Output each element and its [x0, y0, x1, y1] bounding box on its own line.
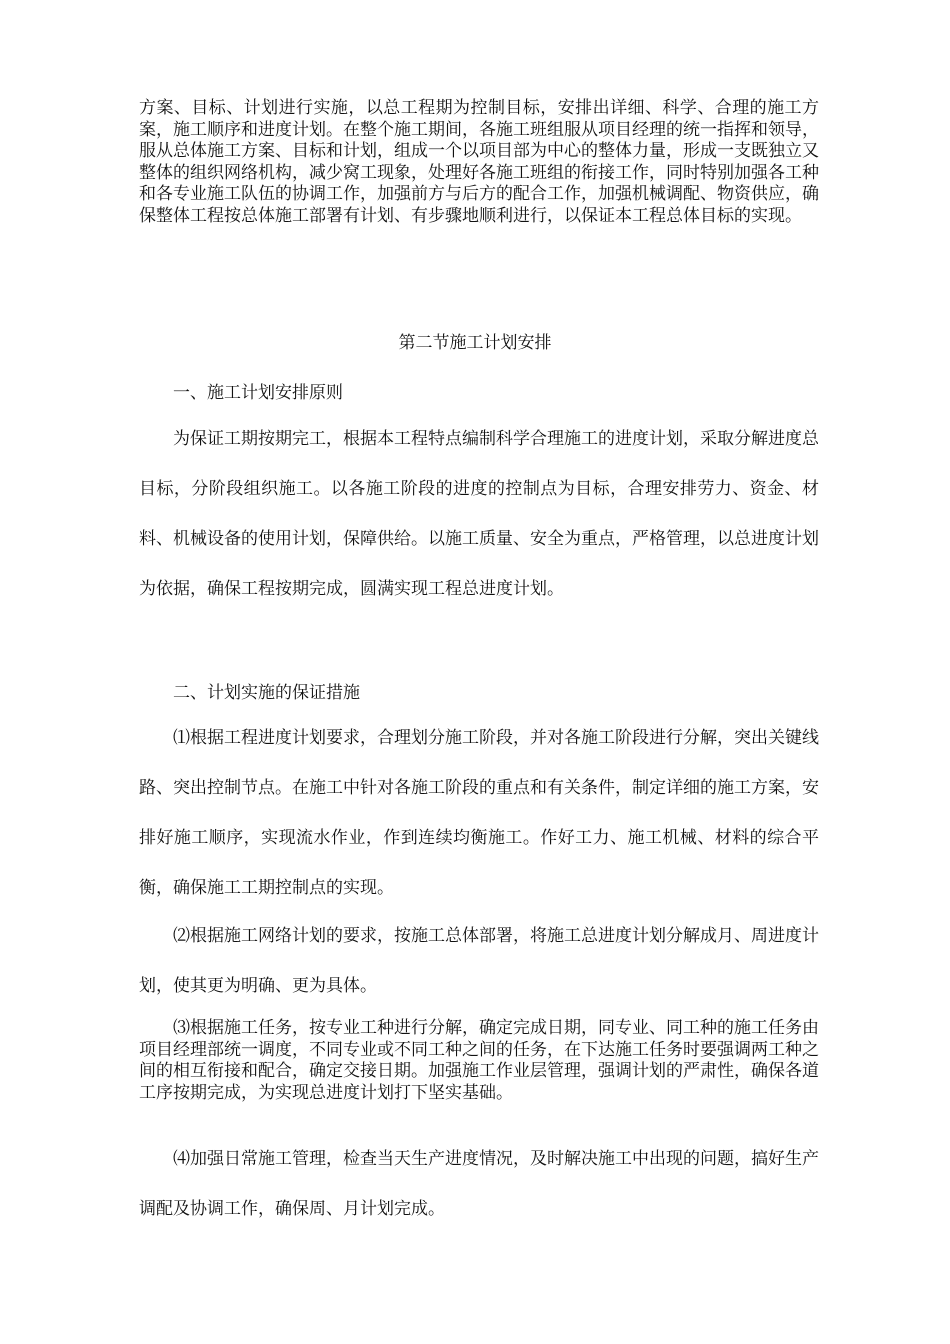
measure-2-paragraph: ⑵根据施工网络计划的要求，按施工总体部署，将施工总进度计划分解成月、周进度计划，使其更为明确、更为具体。: [139, 926, 819, 996]
intro-paragraph: 方案、目标、计划进行实施，以总工程期为控制目标，安排出详细、科学、合理的施工方案，施工顺序和进度计划。在整个施工期间，各施工班组服从项目经理的统一指挥和领导，服从总体施工方案、目标和计划，组成一个以项目部为中心的整体力量，形成一支既独立又整体的组织网络机构，减少窝工现象，处理好各施工班组的衔接工作，同时特别加强各工种和各专业施工队伍的协调工作，加强前方与后方的配合工作，加强机械调配、物资供应，确保整体工程按总体施工部署有计划、有步骤地顺利进行，以保证本工程总体目标的实现。: [139, 98, 819, 226]
section-title: 第二节施工计划安排: [398, 333, 552, 353]
measure-3-paragraph: ⑶根据施工任务，按专业工种进行分解，确定完成日期，同专业、同工种的施工任务由项目经理部统一调度，不同专业或不同工种之间的任务，在下达施工任务时要强调两工种之间的相互衔接和配合，确定交接日期。加强施工作业层管理，强调计划的严肃性，确保各道工序按期完成，为实现总进度计划打下坚实基础。: [139, 1018, 819, 1103]
part2-heading: 二、计划实施的保证措施: [173, 683, 360, 703]
measure-1-paragraph: ⑴根据工程进度计划要求，合理划分施工阶段，并对各施工阶段进行分解，突出关键线路、突出控制节点。在施工中针对各施工阶段的重点和有关条件，制定详细的施工方案，安排好施工顺序，实现流水作业，作到连续均衡施工。作好工力、施工机械、材料的综合平衡，确保施工工期控制点的实现。: [139, 728, 819, 898]
measure-4-paragraph: ⑷加强日常施工管理，检查当天生产进度情况，及时解决施工中出现的问题，搞好生产调配及协调工作，确保周、月计划完成。: [139, 1149, 819, 1219]
part1-paragraph: 为保证工期按期完工，根据本工程特点编制科学合理施工的进度计划，采取分解进度总目标，分阶段组织施工。以各施工阶段的进度的控制点为目标，合理安排劳力、资金、材料、机械设备的使用计划，保障供给。以施工质量、安全为重点，严格管理，以总进度计划为依据，确保工程按期完成，圆满实现工程总进度计划。: [139, 429, 819, 599]
part1-heading: 一、施工计划安排原则: [173, 383, 343, 403]
